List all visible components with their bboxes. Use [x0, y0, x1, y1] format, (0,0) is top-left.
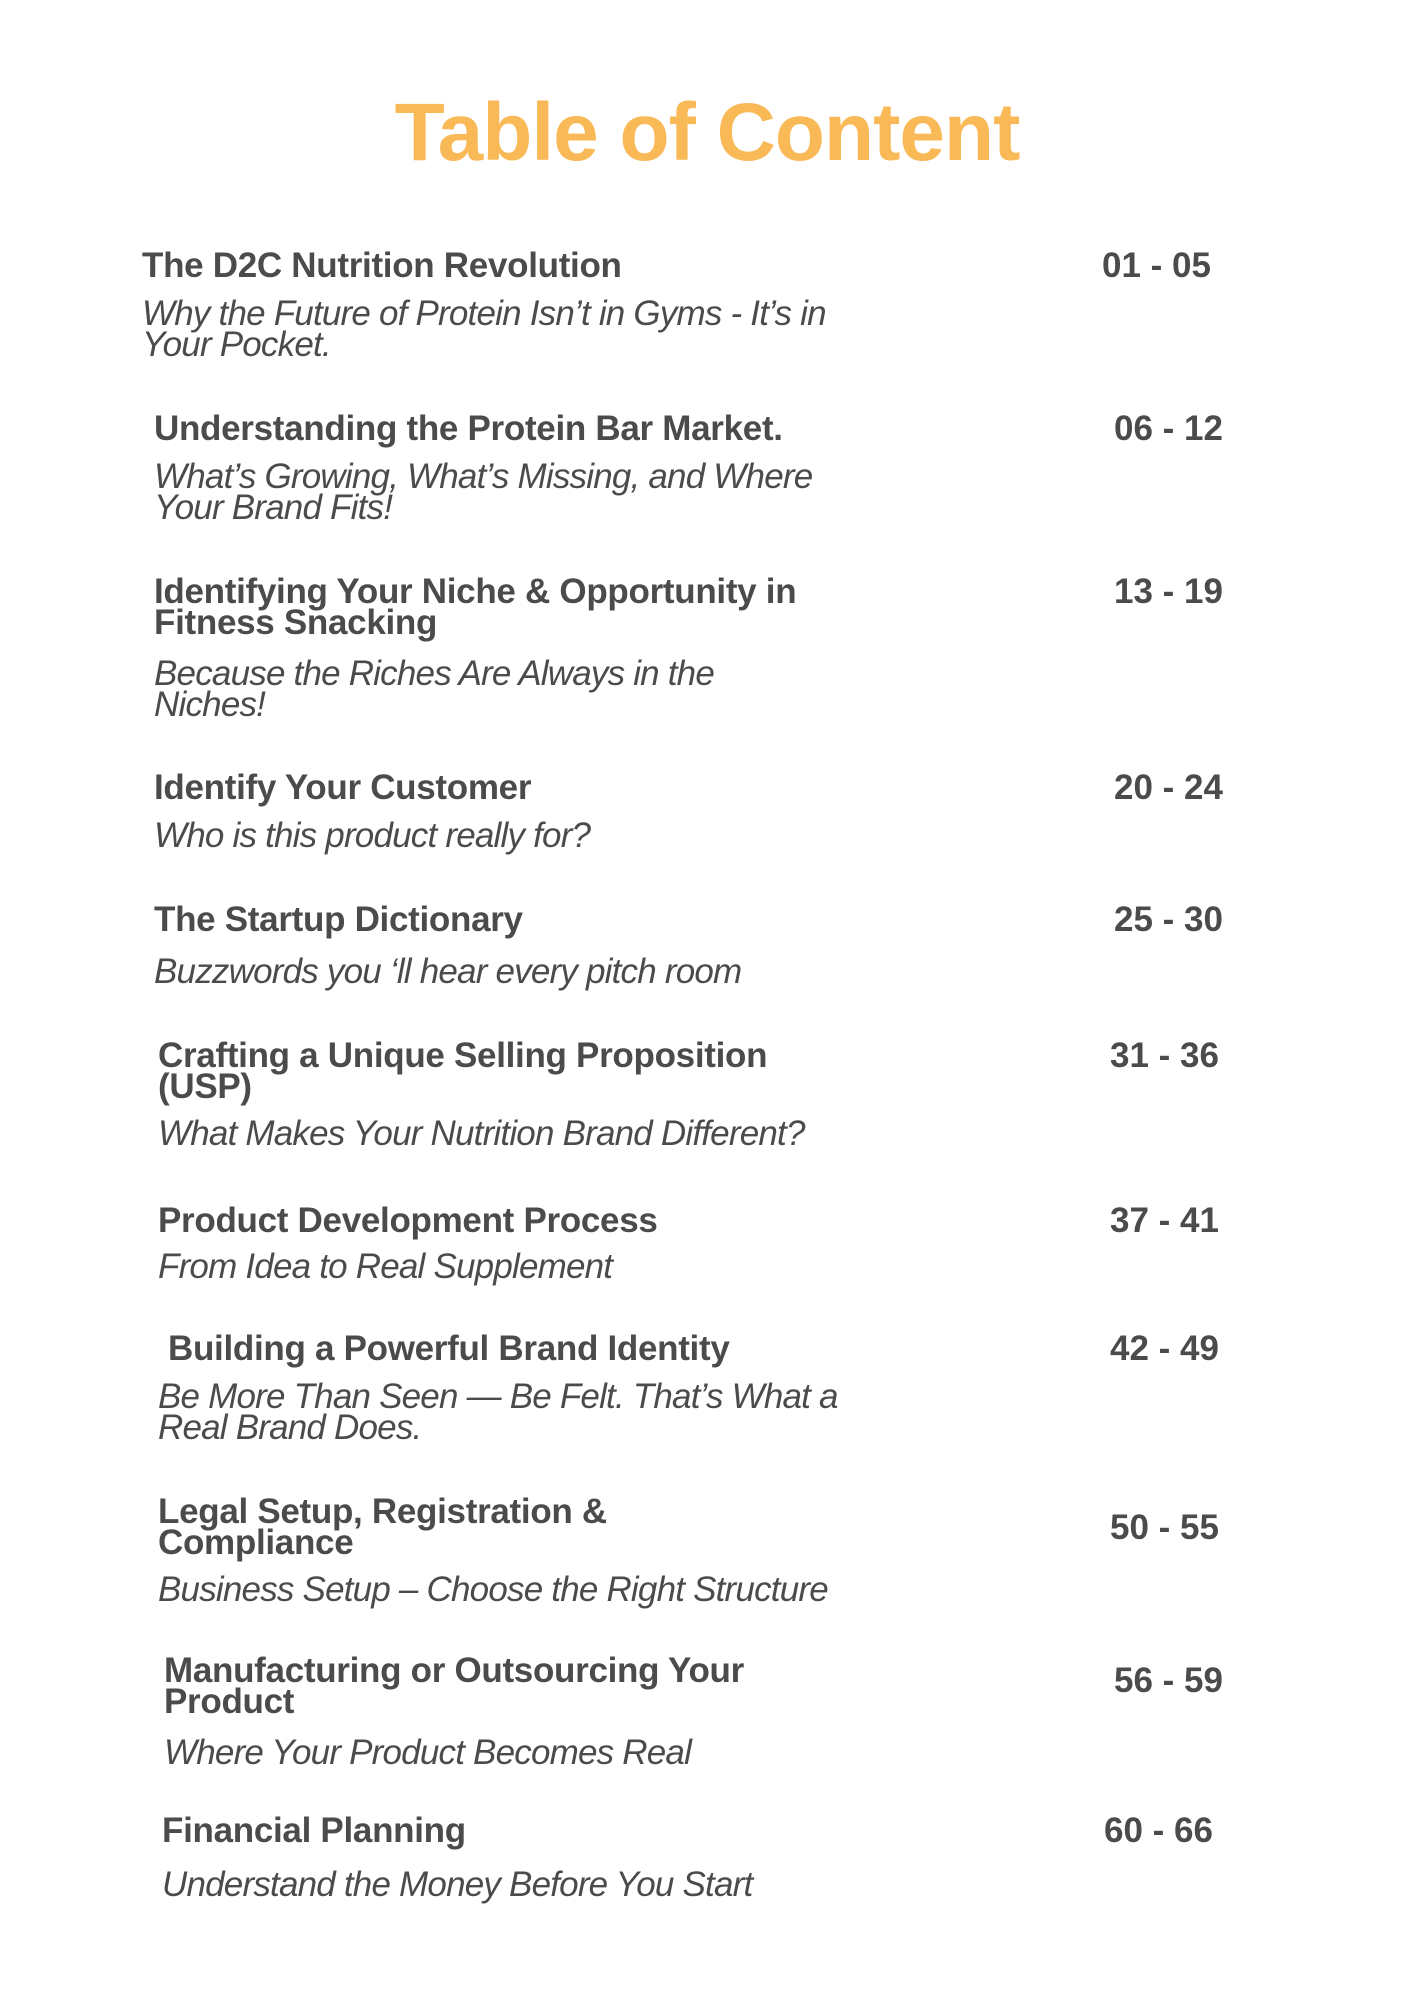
entry-subtitle: Buzzwords you ‘ll hear every pitch room	[154, 952, 742, 991]
entry-subtitle: Who is this product really for?	[154, 816, 591, 855]
entry-title: Identifying Your Niche & Opportunity in Fitness Snacking	[154, 572, 797, 642]
entry-title: Building a Powerful Brand Identity	[168, 1329, 730, 1368]
entry-title: The Startup Dictionary	[154, 900, 523, 939]
entry-page-range: 50 - 55	[1110, 1508, 1219, 1547]
entry-subtitle: What Makes Your Nutrition Brand Different?	[158, 1114, 805, 1153]
entry-page-range: 06 - 12	[1114, 409, 1223, 448]
entry-page-range: 37 - 41	[1110, 1201, 1219, 1240]
entry-title: Crafting a Unique Selling Proposition (USP)	[158, 1036, 768, 1106]
entry-subtitle: Understand the Money Before You Start	[162, 1865, 753, 1904]
entry-title: Understanding the Protein Bar Market.	[154, 409, 783, 448]
entry-title: Manufacturing or Outsourcing Your Product	[164, 1651, 744, 1721]
entry-title: The D2C Nutrition Revolution	[142, 246, 622, 285]
entry-page-range: 13 - 19	[1114, 572, 1223, 611]
entry-subtitle: Be More Than Seen — Be Felt. That’s What a Real Brand Does.	[158, 1377, 838, 1447]
entry-page-range: 60 - 66	[1104, 1811, 1213, 1850]
entry-page-range: 01 - 05	[1102, 246, 1211, 285]
entry-page-range: 25 - 30	[1114, 900, 1223, 939]
entry-page-range: 42 - 49	[1110, 1329, 1219, 1368]
entry-subtitle: Where Your Product Becomes Real	[164, 1733, 692, 1772]
entry-subtitle: Because the Riches Are Always in the Niches!	[154, 654, 715, 724]
entry-page-range: 56 - 59	[1114, 1661, 1223, 1700]
page-title: Table of Content	[394, 87, 1020, 178]
entry-page-range: 31 - 36	[1110, 1036, 1219, 1075]
entry-title: Financial Planning	[162, 1811, 466, 1850]
entry-title: Legal Setup, Registration & Compliance	[158, 1492, 607, 1562]
entry-subtitle: Business Setup – Choose the Right Structure	[158, 1570, 828, 1609]
entry-title: Product Development Process	[158, 1201, 658, 1240]
entry-subtitle: From Idea to Real Supplement	[158, 1247, 613, 1286]
entry-page-range: 20 - 24	[1114, 768, 1223, 807]
entry-subtitle: Why the Future of Protein Isn’t in Gyms - It’s in Your Pocket.	[142, 294, 826, 364]
entry-subtitle: What’s Growing, What’s Missing, and Where Your Brand Fits!	[154, 457, 813, 527]
entry-title: Identify Your Customer	[154, 768, 532, 807]
